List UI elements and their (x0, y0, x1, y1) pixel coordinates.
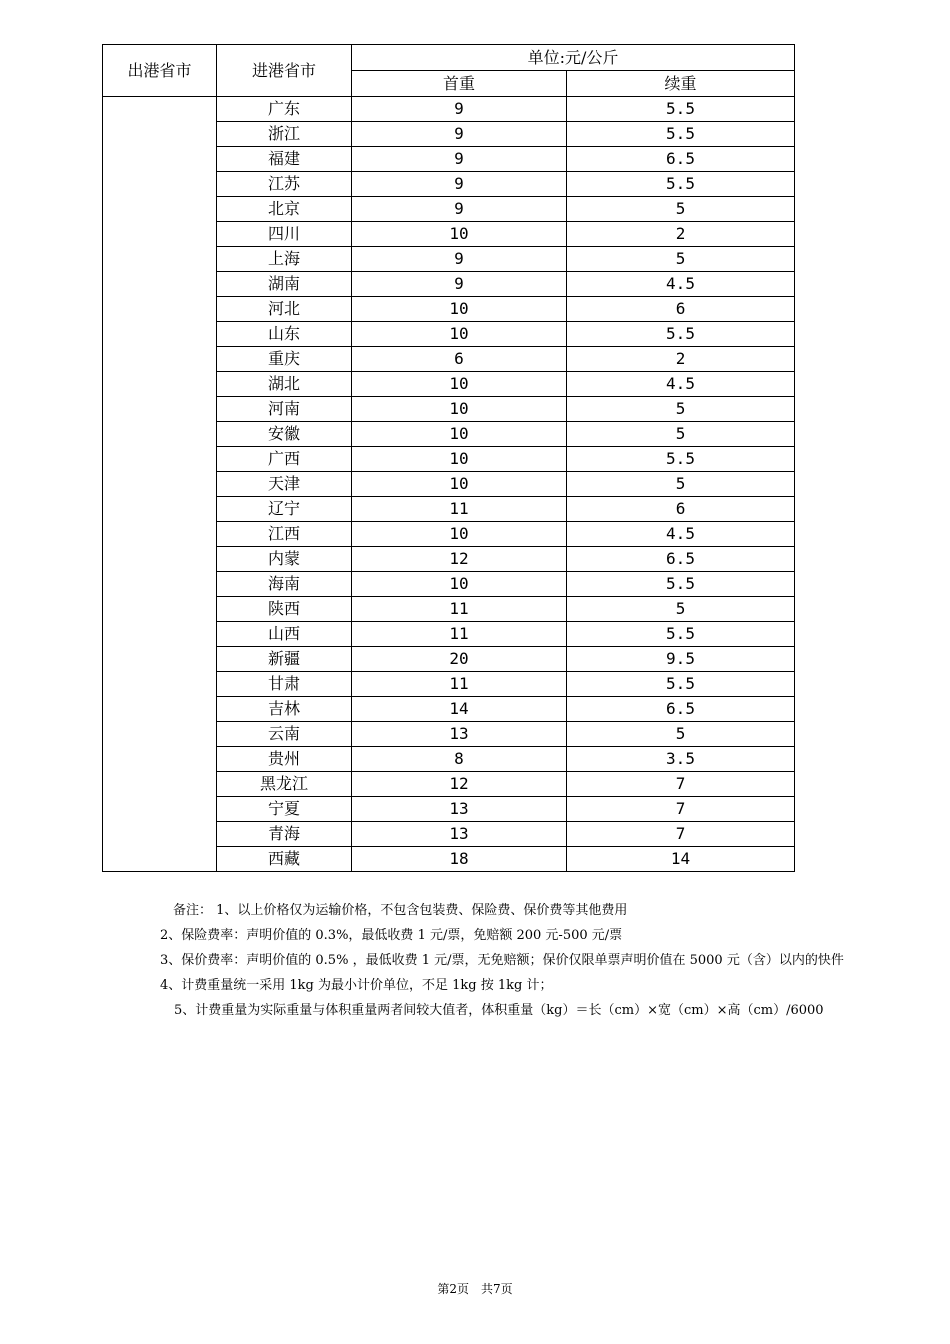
additional-weight-cell: 4.5 (567, 272, 795, 297)
additional-weight-cell: 5.5 (567, 172, 795, 197)
additional-weight-cell: 4.5 (567, 372, 795, 397)
page-footer: 第2页 共7页 (437, 1282, 513, 1296)
first-weight-cell: 9 (352, 247, 567, 272)
table-row (103, 97, 795, 122)
origin-cell (103, 97, 217, 872)
additional-weight-cell: 5 (567, 422, 795, 447)
first-weight-cell: 10 (352, 222, 567, 247)
first-weight-cell: 12 (352, 772, 567, 797)
first-weight-cell: 10 (352, 297, 567, 322)
first-weight-cell: 11 (352, 622, 567, 647)
first-weight-cell: 13 (352, 797, 567, 822)
additional-weight-cell: 6.5 (567, 697, 795, 722)
additional-weight-cell: 5 (567, 197, 795, 222)
province-cell: 四川 (217, 222, 352, 247)
province-cell: 西藏 (217, 847, 352, 872)
first-weight-cell: 11 (352, 597, 567, 622)
first-weight-cell: 10 (352, 522, 567, 547)
province-cell: 山西 (217, 622, 352, 647)
additional-weight-cell: 5.5 (567, 572, 795, 597)
first-weight-cell: 12 (352, 547, 567, 572)
additional-weight-cell: 7 (567, 797, 795, 822)
note-2: 2、保险费率：声明价值的 0.3%，最低收费 1 元/票，免赔额 200 元-500 元/票 (160, 928, 623, 943)
additional-weight-cell: 6 (567, 297, 795, 322)
header-first-weight: 首重 (352, 71, 567, 97)
province-cell: 天津 (217, 472, 352, 497)
additional-weight-cell: 6 (567, 497, 795, 522)
first-weight-cell: 11 (352, 672, 567, 697)
table-body (103, 97, 795, 872)
additional-weight-cell: 5.5 (567, 622, 795, 647)
rate-table (102, 44, 795, 872)
province-cell: 吉林 (217, 697, 352, 722)
first-weight-cell: 9 (352, 147, 567, 172)
first-weight-cell: 11 (352, 497, 567, 522)
first-weight-cell: 14 (352, 697, 567, 722)
province-cell: 贵州 (217, 747, 352, 772)
province-cell: 河南 (217, 397, 352, 422)
province-cell: 湖北 (217, 372, 352, 397)
note-3: 3、保价费率：声明价值的 0.5% ，最低收费 1 元/票，无免赔额；保价仅限单票声明价值在 5000 元（含）以内的快件 (160, 953, 844, 968)
province-cell: 广西 (217, 447, 352, 472)
province-cell: 浙江 (217, 122, 352, 147)
table-header (103, 45, 795, 97)
notes-section (160, 898, 895, 1023)
province-cell: 新疆 (217, 647, 352, 672)
province-cell: 宁夏 (217, 797, 352, 822)
first-weight-cell: 9 (352, 122, 567, 147)
first-weight-cell: 10 (352, 397, 567, 422)
province-cell: 重庆 (217, 347, 352, 372)
additional-weight-cell: 7 (567, 822, 795, 847)
additional-weight-cell: 6.5 (567, 547, 795, 572)
additional-weight-cell: 6.5 (567, 147, 795, 172)
province-cell: 安徽 (217, 422, 352, 447)
additional-weight-cell: 5 (567, 247, 795, 272)
note-5: 5、计费重量为实际重量与体积重量两者间较大值者，体积重量（kg）＝长（cm）×宽（cm）×高（cm）/6000 (174, 1003, 824, 1018)
header-destination: 进港省市 (217, 45, 352, 97)
province-cell: 辽宁 (217, 497, 352, 522)
additional-weight-cell: 14 (567, 847, 795, 872)
first-weight-cell: 10 (352, 372, 567, 397)
first-weight-cell: 13 (352, 822, 567, 847)
additional-weight-cell: 5 (567, 472, 795, 497)
province-cell: 河北 (217, 297, 352, 322)
additional-weight-cell: 2 (567, 347, 795, 372)
province-cell: 甘肃 (217, 672, 352, 697)
additional-weight-cell: 5.5 (567, 122, 795, 147)
first-weight-cell: 9 (352, 272, 567, 297)
province-cell: 上海 (217, 247, 352, 272)
additional-weight-cell: 7 (567, 772, 795, 797)
additional-weight-cell: 9.5 (567, 647, 795, 672)
province-cell: 江西 (217, 522, 352, 547)
first-weight-cell: 18 (352, 847, 567, 872)
province-cell: 海南 (217, 572, 352, 597)
first-weight-cell: 8 (352, 747, 567, 772)
additional-weight-cell: 3.5 (567, 747, 795, 772)
province-cell: 江苏 (217, 172, 352, 197)
province-cell: 山东 (217, 322, 352, 347)
first-weight-cell: 13 (352, 722, 567, 747)
header-unit: 单位:元/公斤 (352, 45, 795, 71)
additional-weight-cell: 5 (567, 722, 795, 747)
province-cell: 福建 (217, 147, 352, 172)
additional-weight-cell: 5.5 (567, 447, 795, 472)
first-weight-cell: 9 (352, 97, 567, 122)
province-cell: 云南 (217, 722, 352, 747)
first-weight-cell: 10 (352, 472, 567, 497)
note-1: 备注： 1、以上价格仅为运输价格，不包含包装费、保险费、保价费等其他费用 (173, 903, 628, 918)
additional-weight-cell: 5.5 (567, 672, 795, 697)
additional-weight-cell: 2 (567, 222, 795, 247)
first-weight-cell: 9 (352, 197, 567, 222)
province-cell: 青海 (217, 822, 352, 847)
additional-weight-cell: 5 (567, 597, 795, 622)
province-cell: 陕西 (217, 597, 352, 622)
first-weight-cell: 10 (352, 572, 567, 597)
header-additional-weight: 续重 (567, 71, 795, 97)
province-cell: 广东 (217, 97, 352, 122)
province-cell: 北京 (217, 197, 352, 222)
province-cell: 湖南 (217, 272, 352, 297)
additional-weight-cell: 4.5 (567, 522, 795, 547)
header-origin: 出港省市 (103, 45, 217, 97)
first-weight-cell: 9 (352, 172, 567, 197)
additional-weight-cell: 5.5 (567, 97, 795, 122)
first-weight-cell: 10 (352, 322, 567, 347)
first-weight-cell: 10 (352, 422, 567, 447)
first-weight-cell: 20 (352, 647, 567, 672)
province-cell: 黑龙江 (217, 772, 352, 797)
note-4: 4、计费重量统一采用 1kg 为最小计价单位，不足 1kg 按 1kg 计； (160, 978, 553, 993)
first-weight-cell: 6 (352, 347, 567, 372)
additional-weight-cell: 5.5 (567, 322, 795, 347)
province-cell: 内蒙 (217, 547, 352, 572)
first-weight-cell: 10 (352, 447, 567, 472)
additional-weight-cell: 5 (567, 397, 795, 422)
